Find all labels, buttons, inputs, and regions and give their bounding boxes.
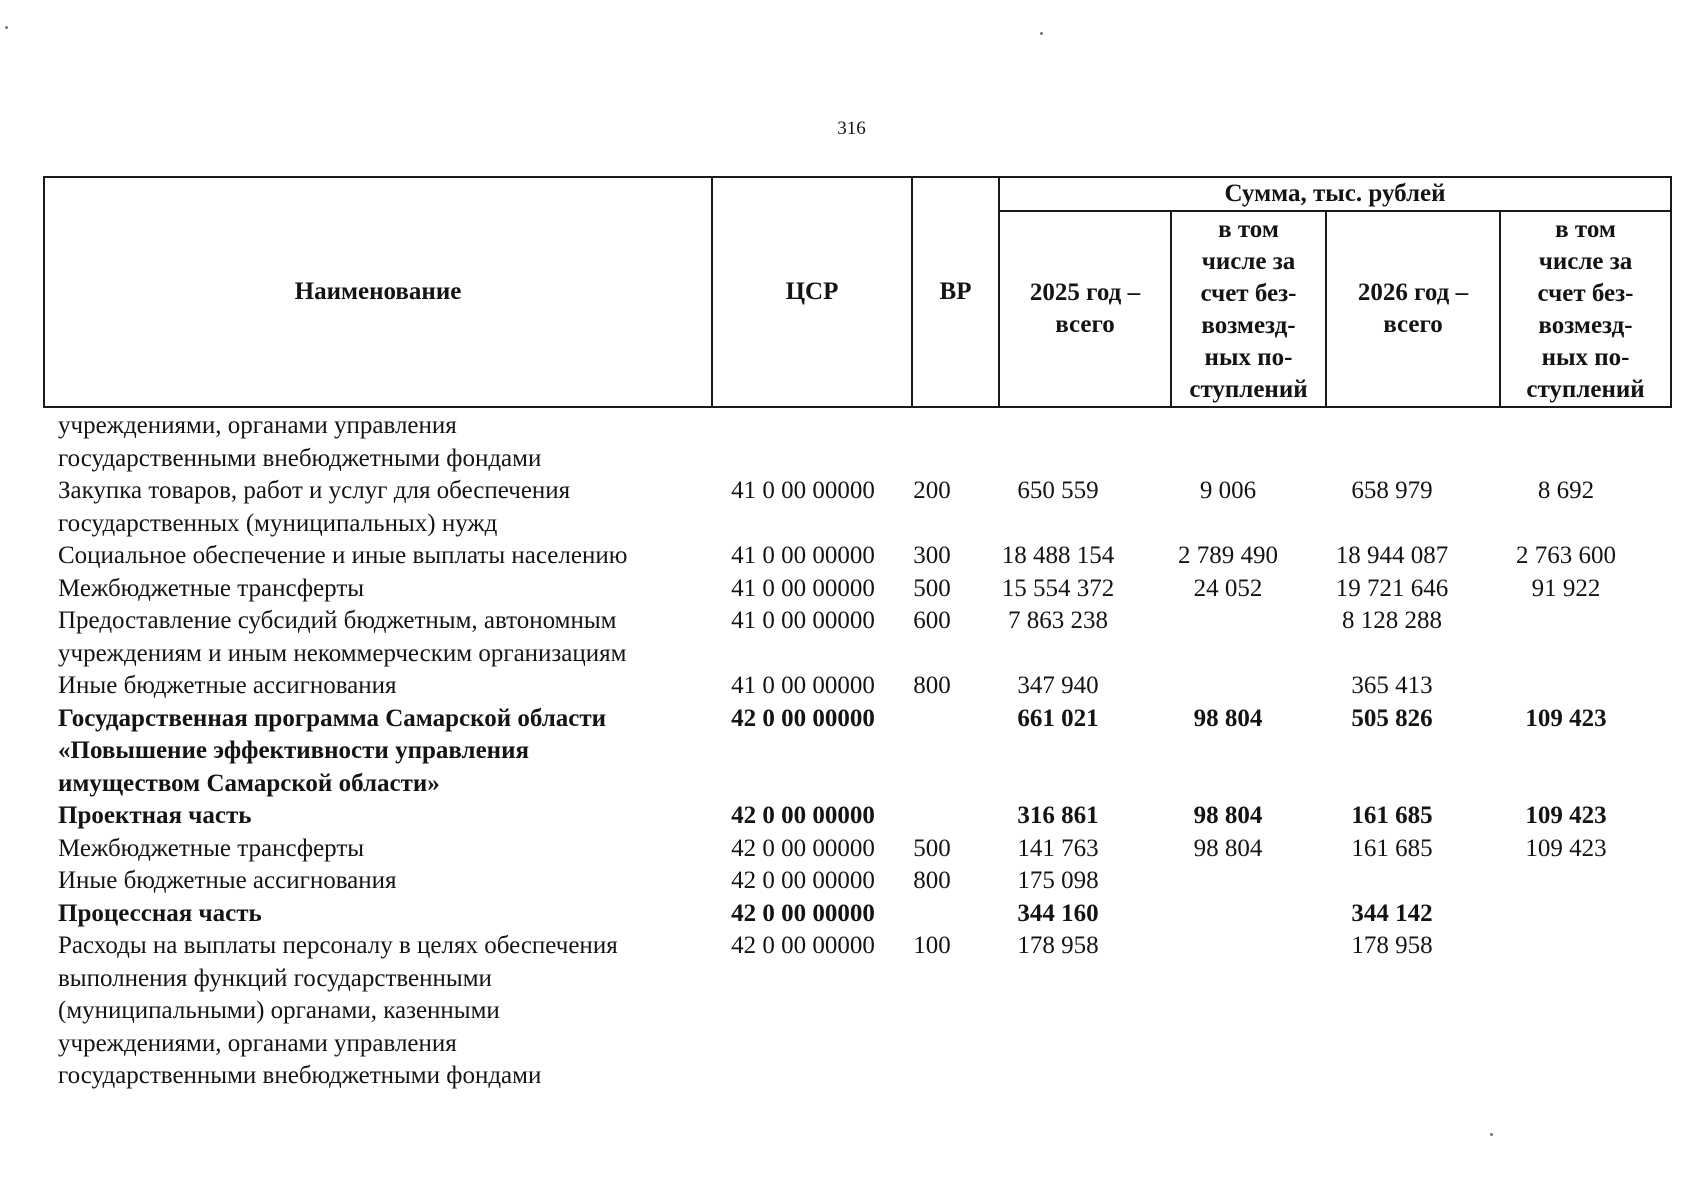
row-name-line: учреждениям и иным некоммерческим организациям xyxy=(58,639,627,667)
table-row xyxy=(0,800,1703,833)
row-2025-gratuitous: 9 006 xyxy=(1199,477,1257,504)
row-name-line: (муниципальными) органами, казенными xyxy=(58,997,500,1024)
table-row xyxy=(0,898,1703,931)
scan-speck xyxy=(1490,1133,1493,1136)
row-name xyxy=(58,605,710,670)
row-name-line: государственными внебюджетными фондами xyxy=(58,444,542,472)
row-vr: 200 xyxy=(913,477,951,504)
row-2025-gratuitous xyxy=(1148,670,1308,703)
table-row xyxy=(0,540,1703,573)
row-2025-total: 347 940 xyxy=(1017,672,1099,699)
row-2025-total: 141 763 xyxy=(1017,834,1099,862)
row-name xyxy=(58,703,710,801)
row-name-line: «Повышение эффективности управления xyxy=(58,737,530,764)
row-2026-total: 344 142 xyxy=(1351,899,1433,927)
row-2026-gratuitous xyxy=(1476,898,1656,931)
row-2026-gratuitous: 109 423 xyxy=(1525,802,1607,829)
row-vr: 500 xyxy=(913,834,951,862)
row-name-line: Иные бюджетные ассигнования xyxy=(58,867,397,894)
table-row xyxy=(0,475,1703,540)
row-2025-gratuitous: 24 052 xyxy=(1193,574,1263,602)
row-2026-gratuitous xyxy=(1476,865,1656,898)
row-name-line: Процессная часть xyxy=(58,899,262,927)
row-2026-gratuitous xyxy=(1476,410,1656,475)
row-2025-gratuitous: 98 804 xyxy=(1193,802,1263,829)
row-2026-gratuitous: 8 692 xyxy=(1537,477,1595,504)
row-csr: 42 0 00 00000 xyxy=(731,834,875,862)
row-2026-total: 505 826 xyxy=(1351,704,1433,732)
row-name-line: Социальное обеспечение и иные выплаты населению xyxy=(58,542,628,569)
row-2026-gratuitous xyxy=(1476,670,1656,703)
row-vr xyxy=(896,703,968,801)
row-name-line: Межбюджетные трансферты xyxy=(58,834,365,862)
row-name-line: Закупка товаров, работ и услуг для обеспечения xyxy=(58,477,571,504)
row-2026-total xyxy=(1308,865,1476,898)
row-name xyxy=(58,800,710,833)
scan-speck xyxy=(1040,32,1043,35)
row-2026-total: 161 685 xyxy=(1351,802,1433,829)
row-name-line: имуществом Самарской области» xyxy=(58,769,440,797)
row-name-line: Предоставление субсидий бюджетным, автономным xyxy=(58,607,617,634)
row-csr: 41 0 00 00000 xyxy=(731,542,875,569)
row-2026-gratuitous: 109 423 xyxy=(1525,834,1607,862)
row-2026-total: 18 944 087 xyxy=(1335,542,1449,569)
row-name xyxy=(58,930,710,1093)
row-name xyxy=(58,898,710,931)
table-row xyxy=(0,930,1703,1093)
row-name-line: Межбюджетные трансферты xyxy=(58,574,365,602)
row-2026-gratuitous xyxy=(1476,605,1656,670)
row-name xyxy=(58,475,710,540)
row-2025-total: 15 554 372 xyxy=(1001,574,1115,602)
row-name-line: Проектная часть xyxy=(58,802,252,829)
row-2025-gratuitous xyxy=(1148,605,1308,670)
row-vr: 300 xyxy=(913,542,951,569)
row-csr xyxy=(710,410,896,475)
row-2026-gratuitous: 109 423 xyxy=(1525,704,1607,732)
row-2026-total: 8 128 288 xyxy=(1342,607,1442,634)
row-2026-gratuitous: 91 922 xyxy=(1531,574,1601,602)
row-csr: 41 0 00 00000 xyxy=(731,574,875,602)
row-2026-total: 178 958 xyxy=(1351,932,1433,959)
row-2025-gratuitous xyxy=(1148,865,1308,898)
header-2025-gratuitous: в том числе за счет без- возмезд- ных по- ступлений xyxy=(1171,211,1326,407)
header-vr: ВР xyxy=(912,177,999,407)
row-name xyxy=(58,540,710,573)
row-2025-total: 7 863 238 xyxy=(1008,607,1108,634)
row-2026-gratuitous xyxy=(1476,930,1656,1093)
header-2026-gratuitous: в том числе за счет без- возмезд- ных по- ступлений xyxy=(1500,211,1671,407)
row-2025-total: 650 559 xyxy=(1017,477,1099,504)
header-sum: Сумма, тыс. рублей xyxy=(999,177,1671,211)
table-row xyxy=(0,703,1703,801)
row-name-line: учреждениями, органами управления xyxy=(58,1029,457,1057)
row-2026-total: 658 979 xyxy=(1351,477,1433,504)
row-name-line: Расходы на выплаты персоналу в целях обеспечения xyxy=(58,932,618,959)
table-header xyxy=(43,176,1672,408)
row-2025-gratuitous: 98 804 xyxy=(1193,834,1263,862)
row-vr: 600 xyxy=(913,607,951,634)
row-2025-total: 178 958 xyxy=(1017,932,1099,959)
row-csr: 41 0 00 00000 xyxy=(731,607,875,634)
row-name-line: государственными внебюджетными фондами xyxy=(58,1062,542,1089)
row-name-line: выполнения функций государственными xyxy=(58,964,492,992)
header-2026-total: 2026 год – всего xyxy=(1326,211,1500,407)
scan-speck xyxy=(5,26,8,29)
header-csr: ЦСР xyxy=(712,177,912,407)
row-name xyxy=(58,670,710,703)
row-2025-gratuitous: 2 789 490 xyxy=(1178,542,1278,569)
row-2025-total xyxy=(968,410,1148,475)
row-name-line: Иные бюджетные ассигнования xyxy=(58,672,397,699)
table-row xyxy=(0,410,1703,475)
row-vr: 800 xyxy=(913,672,951,699)
row-2026-gratuitous: 2 763 600 xyxy=(1516,542,1616,569)
row-name xyxy=(58,833,710,866)
row-csr: 42 0 00 00000 xyxy=(731,932,875,959)
row-2025-total: 18 488 154 xyxy=(1001,542,1115,569)
row-2025-total: 344 160 xyxy=(1017,899,1099,927)
row-vr xyxy=(896,898,968,931)
row-2025-total: 661 021 xyxy=(1017,704,1099,732)
row-2025-gratuitous xyxy=(1148,930,1308,1093)
row-name xyxy=(58,573,710,606)
header-2025-total: 2025 год – всего xyxy=(999,211,1171,407)
row-vr: 800 xyxy=(913,867,951,894)
table-body xyxy=(0,410,1703,1093)
row-vr: 500 xyxy=(913,574,951,602)
row-vr: 100 xyxy=(913,932,951,959)
row-2026-total: 19 721 646 xyxy=(1335,574,1449,602)
row-name-line: учреждениями, органами управления xyxy=(58,412,457,439)
row-vr xyxy=(896,410,968,475)
row-name-line: государственных (муниципальных) нужд xyxy=(58,509,498,537)
row-vr xyxy=(896,800,968,833)
row-name xyxy=(58,410,710,475)
row-csr: 42 0 00 00000 xyxy=(731,802,875,829)
row-csr: 41 0 00 00000 xyxy=(731,477,875,504)
row-2025-gratuitous xyxy=(1148,410,1308,475)
row-name xyxy=(58,865,710,898)
row-name-line: Государственная программа Самарской области xyxy=(58,704,607,732)
row-2025-gratuitous: 98 804 xyxy=(1193,704,1263,732)
row-csr: 42 0 00 00000 xyxy=(731,899,875,927)
row-2025-gratuitous xyxy=(1148,898,1308,931)
table-row xyxy=(0,865,1703,898)
table-row xyxy=(0,605,1703,670)
table-row xyxy=(0,670,1703,703)
row-2026-total xyxy=(1308,410,1476,475)
table-row xyxy=(0,573,1703,606)
page-number: 316 xyxy=(837,118,866,139)
row-2026-total: 161 685 xyxy=(1351,834,1433,862)
header-name: Наименование xyxy=(44,177,712,407)
row-csr: 42 0 00 00000 xyxy=(731,704,875,732)
row-2025-total: 175 098 xyxy=(1017,867,1099,894)
table-row xyxy=(0,833,1703,866)
row-2025-total: 316 861 xyxy=(1017,802,1099,829)
row-csr: 42 0 00 00000 xyxy=(731,867,875,894)
row-csr: 41 0 00 00000 xyxy=(731,672,875,699)
row-2026-total: 365 413 xyxy=(1351,672,1433,699)
